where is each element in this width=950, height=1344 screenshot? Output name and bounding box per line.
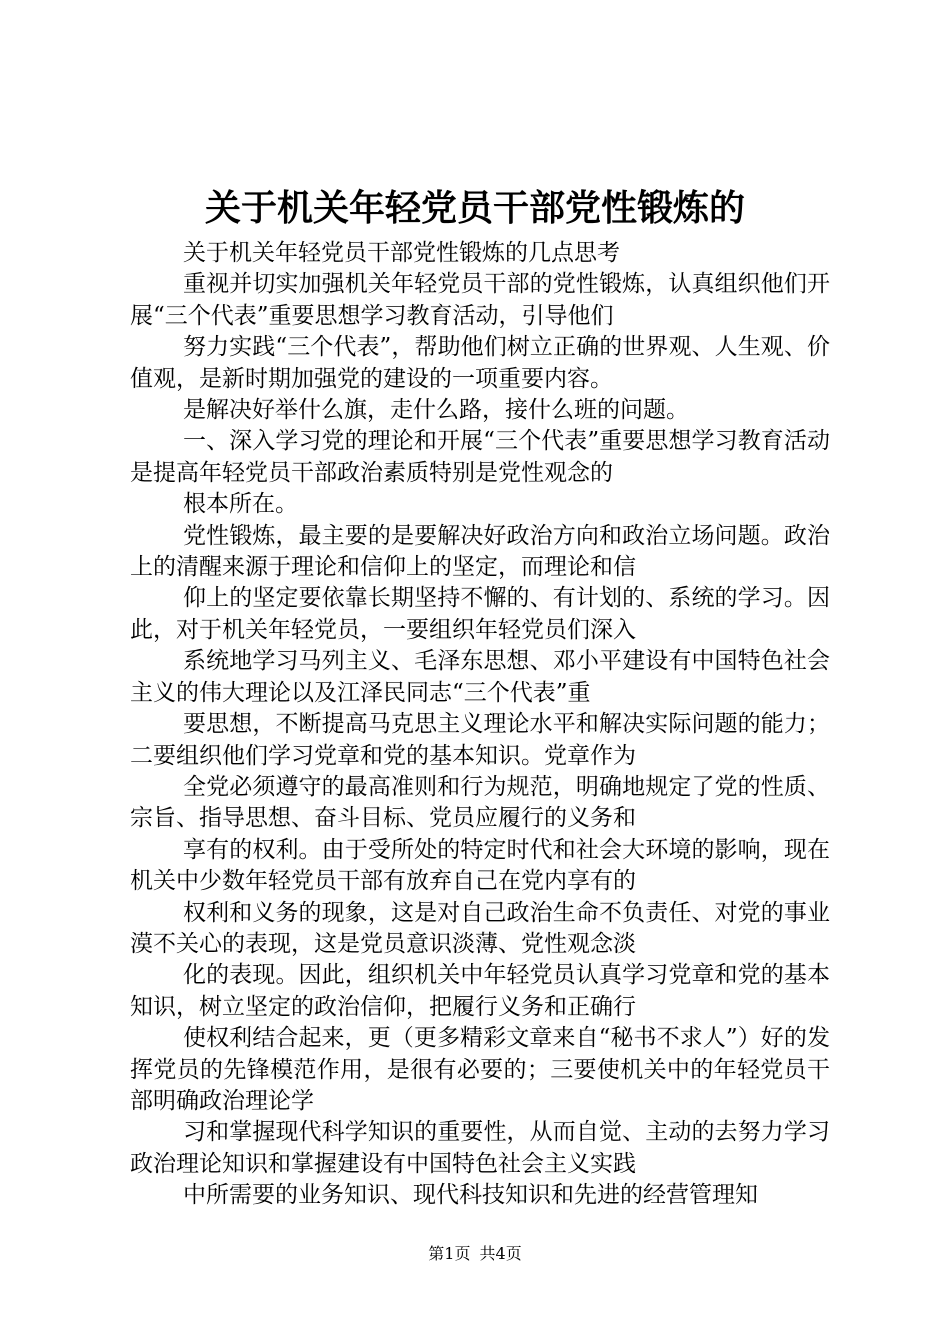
paragraph: 中所需要的业务知识、现代科技知识和先进的经营管理知 (183, 1182, 758, 1209)
paragraph: 系统地学习马列主义、毛泽东思想、邓小平建设有中国特色社会主义的伟大理论以及江泽民同志“三个代表”重 (130, 648, 830, 706)
paragraph: 要思想，不断提高马克思主义理论水平和解决实际问题的能力；二要组织他们学习党章和党的基本知识。党章作为 (130, 711, 830, 769)
page-footer (0, 1244, 950, 1264)
paragraph: 习和掌握现代科学知识的重要性，从而自觉、主动的去努力学习政治理论知识和掌握建设有中国特色社会主义实践 (130, 1119, 830, 1177)
paragraph: 一、深入学习党的理论和开展“三个代表”重要思想学习教育活动是提高年轻党员干部政治素质特别是党性观念的 (130, 428, 830, 486)
paragraph: 努力实践“三个代表”，帮助他们树立正确的世界观、人生观、价值观，是新时期加强党的建设的一项重要内容。 (130, 334, 830, 392)
document-body (130, 238, 830, 1212)
paragraph: 根本所在。 (183, 491, 298, 518)
paragraph: 权利和义务的现象，这是对自己政治生命不负责任、对党的事业漠不关心的表现，这是党员意识淡薄、党性观念淡 (130, 899, 830, 957)
paragraph: 化的表现。因此，组织机关中年轻党员认真学习党章和党的基本知识，树立坚定的政治信仰，把履行义务和正确行 (130, 962, 830, 1020)
paragraph: 仰上的坚定要依靠长期坚持不懈的、有计划的、系统的学习。因此，对于机关年轻党员，一要组织年轻党员们深入 (130, 585, 830, 643)
paragraph: 党性锻炼，最主要的是要解决好政治方向和政治立场问题。政治上的清醒来源于理论和信仰上的坚定，而理论和信 (130, 522, 830, 581)
page-number: 第1页 (428, 1244, 471, 1263)
paragraph: 重视并切实加强机关年轻党员干部的党性锻炼，认真组织他们开展“三个代表”重要思想学习教育活动，引导他们 (130, 271, 830, 329)
paragraph: 全党必须遵守的最高准则和行为规范，明确地规定了党的性质、宗旨、指导思想、奋斗目标、党员应履行的义务和 (130, 773, 830, 832)
document-title: 关于机关年轻党员干部党性锻炼的 (204, 188, 745, 229)
paragraph: 关于机关年轻党员干部党性锻炼的几点思考 (183, 240, 620, 266)
paragraph: 使权利结合起来，更（更多精彩文章来自“秘书不求人”）好的发挥党员的先锋模范作用，是很有必要的；三要使机关中的年轻党员干部明确政治理论学 (130, 1025, 830, 1114)
page-total: 共4页 (479, 1244, 522, 1263)
paragraph: 享有的权利。由于受所处的特定时代和社会大环境的影响，现在机关中少数年轻党员干部有放弃自己在党内享有的 (130, 836, 830, 895)
paragraph: 是解决好举什么旗，走什么路，接什么班的问题。 (183, 397, 689, 424)
